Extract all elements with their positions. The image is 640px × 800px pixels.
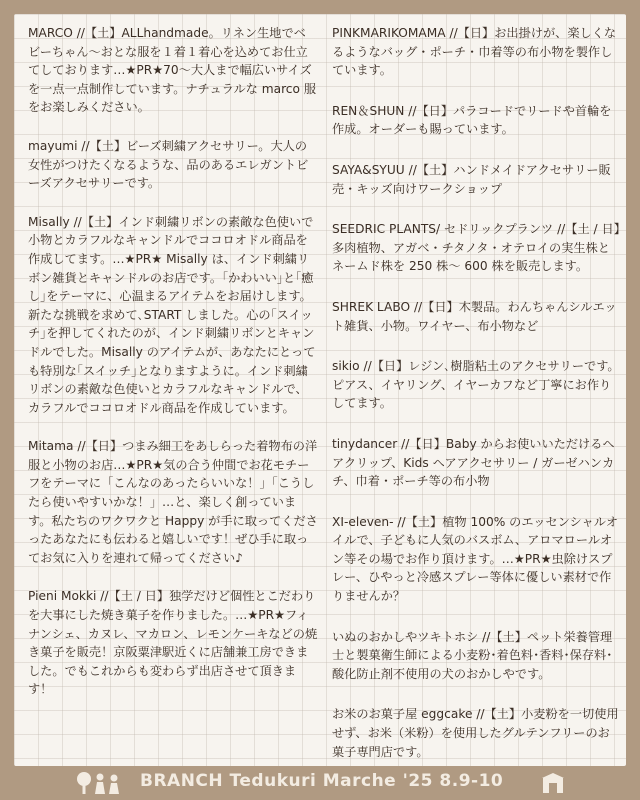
shop-entry-tinydancer: tinydancer //【日】Baby からお使いいただけるヘアクリップ、Kids ヘアアクセサリー / ガーゼハンカチ、巾着・ポーチ等の布小物 (332, 436, 615, 489)
right-column (332, 24, 620, 783)
tree-icon (74, 771, 130, 795)
shop-entry-mayumi: mayumi //【土】ビーズ刺繍アクセサリー。大人の女性がつけたくなるような、品のあるエレガントビーズアクセサリーです。 (28, 138, 309, 191)
shop-entry-sikio: sikio //【日】レジン､樹脂粘土のアクセサリーです。ピアス、イヤリング、イヤーカフなど丁寧にお作りしてます。 (332, 359, 620, 411)
shop-entry-marco: MARCO //【土】ALLhandmade。リネン生地でベビーちゃん〜おとな服を１着１着心を込めてお仕立てしております…★PR★70〜大人まで幅広いサイズを一点一点制作しています。ナチュラルな marco 服をお楽しみください。 (28, 26, 317, 115)
shop-entry-eggcake: お米のお菓子屋 eggcake //【土】小麦粉を一切使用せず、お米（米粉）を使用したグルテンフリーのお菓子専門店です。 (332, 707, 619, 759)
shop-entry-seedric-plants: SEEDRIC PLANTS/ セドリックプランツ //【土 / 日】多肉植物、アガベ・チタノタ・オテロイの実生株とネームド株を 250 株〜 600 株を販売します。 (332, 222, 620, 274)
shop-entry-xi-eleven: XI-eleven- //【土】植物 100% のエッセンシャルオイルで、子どもに人気のバスボム、アロマロールオン等その場でお作り頂けます。…★PR★虫除けスプレー、ひやっと冷感スプレー等体に優しい素材で作りませんか？ (332, 514, 619, 604)
shop-entry-ren-shun: REN＆SHUN //【日】パラコードでリードや首輪を作成。オーダーも賜っています。 (332, 103, 612, 137)
left-column (28, 24, 318, 719)
shop-entry-shrek-labo: SHREK LABO //【日】木製品。わんちゃんシルエット雑貨、小物。ワイヤー、布小物など (332, 299, 617, 333)
shop-entry-saya-syuu: SAYA&SYUU //【土】ハンドメイドアクセサリー販売・キッズ向けワークショップ (332, 162, 611, 196)
shop-entry-pinkmarikomama: PINKMARIKOMAMA //【日】お出掛けが、楽しくなるようなバッグ・ポーチ・巾着等の布小物を製作しています。 (332, 26, 617, 78)
footer-title: BRANCH Tedukuri Marche '25 8.9-10 (140, 771, 504, 791)
content-panel (14, 14, 626, 766)
footer-banner (0, 766, 640, 800)
shop-entry-tsukitohoshi: いぬのおかしやツキトホシ //【土】ペット栄養管理士と製菓衛生師による小麦粉･着色料･香料･保存料･酸化防止剤不使用の犬のおかしやです。 (332, 629, 613, 681)
shop-entry-misally: Misally //【土】インド刺繍リボンの素敵な色使いで小物とカラフルなキャンドルでココロオドル商品を作成してます。…★PR★ Misally は、インド刺繍リボン雑貨とキャンドルのお店です。｢かわいい｣と｢癒し｣をテーマに、心温まるアイテムをお届けします。新たな挑戦を求めて､START しました。心の｢スイッチ｣を押してくれたのが、インド刺繍リボンとキャンドルでした。Misally のアイテムが、あなたにとっても特別な｢スイッチ｣となりますように。インド刺繍リボンの素敵な色使いとカラフルなキャンドルで、カラフルでココロオドル商品を作成しています。 (28, 214, 316, 415)
shop-entry-mitama: Mitama //【日】つまみ細工をあしらった着物布の洋服と小物のお店…★PR★気の合う仲間でお花モチーフをテーマに「こんなのあったらいいな！」「こうしたら使いやすいかな！」…と、楽しく創っています。私たちのワクワクと Happy が手に取ってくださったあなたにも伝わると嬉しいです！ぜひ手に取ってお気に入りを連れて帰ってください♪ (28, 439, 318, 565)
shop-entry-pieni-mokki: Pieni Mokki //【土 / 日】独学だけど個性とこだわりを大事にした焼き菓子を作りました。…★PR★フィナンシェ、カヌレ、マカロン、レモンケーキなどの焼き菓子を販売！京阪粟津駅近くに店舗兼工房できました。でもこれからも変わらず出店させて頂きます！ (28, 589, 318, 697)
tent-icon (540, 772, 566, 794)
